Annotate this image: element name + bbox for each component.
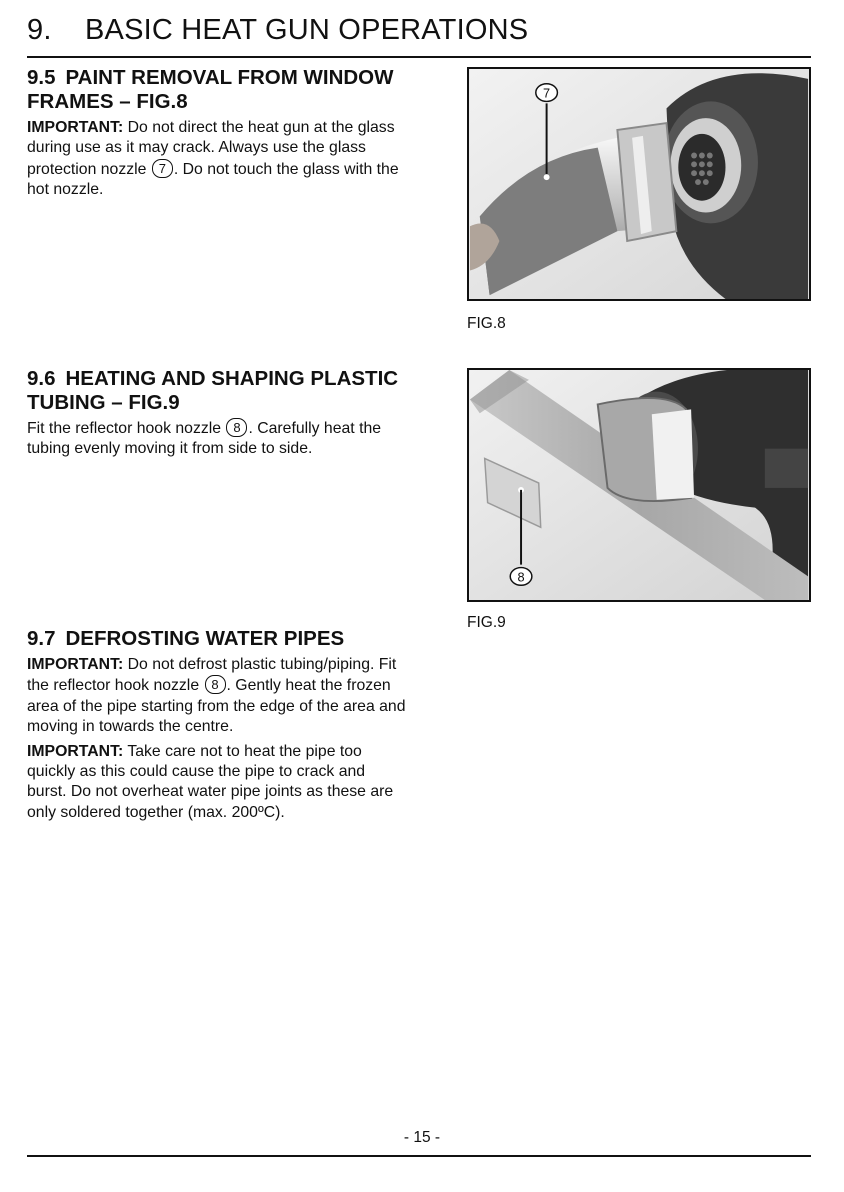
heat-gun-reflector-illustration [469, 370, 809, 600]
page-number: - 15 - [403, 1129, 441, 1146]
section-title-line: PAINT REMOVAL FROM WINDOW [65, 66, 394, 89]
text-run: Fit the reflector hook nozzle [27, 420, 226, 437]
text-run: . Do not touch the glass with the [173, 160, 399, 178]
text-run: Take care not to heat the pipe too [123, 742, 362, 760]
text-line [27, 697, 457, 717]
figure-8-caption: FIG.8 [467, 315, 506, 332]
text-run: tubing evenly moving it from side to side. [27, 440, 313, 458]
section-heading [27, 627, 457, 651]
footer-rule [27, 1155, 811, 1157]
text-run: hot nozzle. [27, 181, 104, 199]
text-run: Do not defrost plastic tubing/piping. Fit [123, 656, 397, 673]
text-line [27, 655, 457, 675]
section-paragraph [27, 418, 447, 460]
heat-gun-nozzle-illustration [469, 69, 809, 299]
text-run: area of the pipe starting from the edge of the area and [27, 697, 406, 715]
text-line [27, 762, 457, 782]
text-run: quickly as this could cause the pipe to crack and [27, 763, 366, 781]
figure-9-callout: 8 [517, 569, 525, 585]
important-label: IMPORTANT: [27, 656, 124, 673]
chapter-number: 9. [27, 14, 52, 46]
section-number: 9.6 [27, 367, 56, 390]
text-run: during use as it may crack. Always use the glass [27, 139, 366, 157]
section-heading [27, 367, 447, 415]
section-9-6 [27, 367, 447, 460]
text-run: . Carefully heat the [248, 420, 382, 437]
section-number: 9.7 [27, 627, 56, 650]
text-run: only soldered together (max. 200ºC). [27, 803, 285, 821]
callout-7-badge: 7 [152, 159, 173, 178]
text-line [27, 118, 447, 138]
figure-8-callout: 7 [543, 85, 551, 101]
text-run: the reflector hook nozzle [27, 677, 204, 695]
callout-8-badge: 8 [205, 675, 226, 694]
section-9-7 [27, 627, 457, 823]
text-line [27, 180, 447, 200]
chapter-heading [27, 14, 528, 47]
text-line [27, 803, 457, 823]
figure-9-photo [467, 368, 811, 602]
figure-8-photo [467, 67, 811, 301]
text-line [27, 439, 447, 459]
section-paragraph [27, 655, 457, 738]
header-rule [27, 56, 811, 58]
text-run: Do not direct the heat gun at the glass [123, 119, 395, 136]
section-paragraph [27, 742, 457, 824]
text-line [27, 782, 457, 802]
text-line [27, 717, 457, 737]
section-number: 9.5 [27, 66, 56, 89]
section-title-line: DEFROSTING WATER PIPES [65, 627, 345, 650]
section-title-line: TUBING – FIG.9 [27, 391, 180, 414]
text-line [27, 675, 457, 696]
important-label: IMPORTANT: [27, 119, 124, 136]
figure-9-caption: FIG.9 [467, 614, 506, 631]
section-paragraph [27, 118, 447, 201]
text-run: burst. Do not overheat water pipe joints as these are [27, 783, 394, 801]
text-run: moving in towards the centre. [27, 718, 234, 736]
text-line [27, 742, 457, 762]
text-line [27, 159, 447, 180]
section-title-line: FRAMES – FIG.8 [27, 90, 188, 113]
text-run: protection nozzle [27, 160, 151, 178]
important-label: IMPORTANT: [27, 742, 124, 760]
section-9-5 [27, 66, 447, 201]
callout-8-badge: 8 [226, 418, 247, 437]
text-run: . Gently heat the frozen [226, 677, 391, 695]
chapter-title: BASIC HEAT GUN OPERATIONS [85, 14, 529, 46]
text-line [27, 418, 447, 439]
text-line [27, 138, 447, 158]
section-title-line: HEATING AND SHAPING PLASTIC [65, 367, 399, 390]
section-heading [27, 66, 447, 114]
